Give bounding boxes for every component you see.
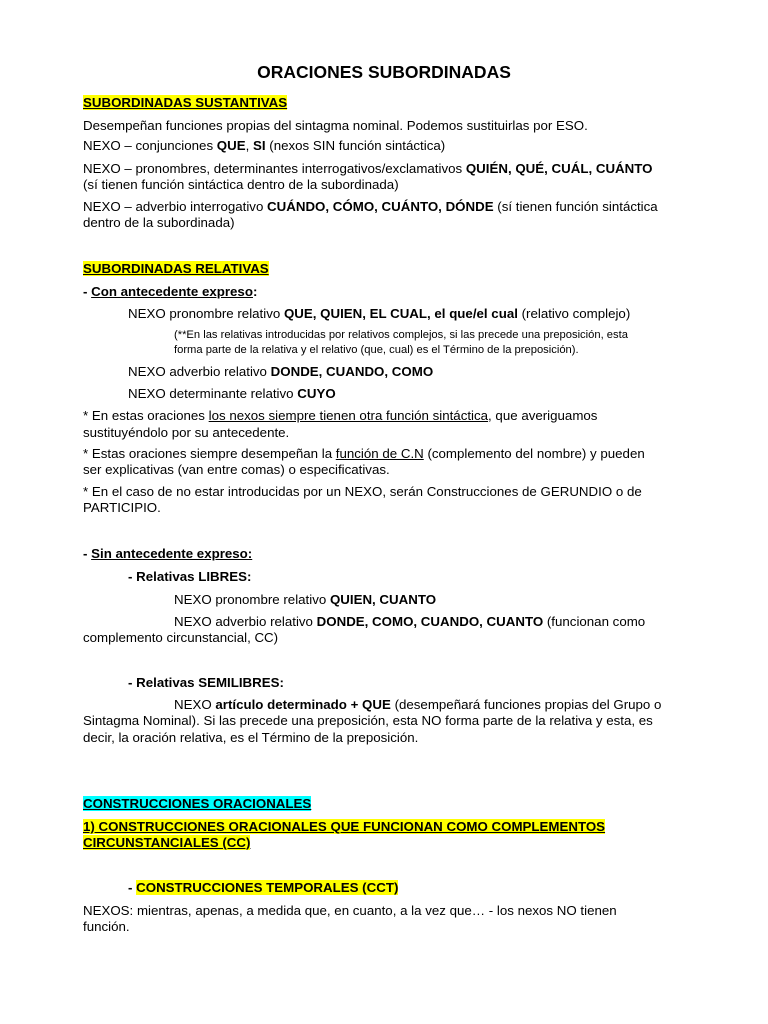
text-bold: SI	[253, 138, 266, 153]
relativas-note-line2: forma parte de la relativa y el relativo (que, cual) es el Término de la preposición).	[174, 344, 579, 356]
text: (complemento del nombre) y pueden	[423, 446, 645, 461]
text: * Estas oraciones siempre desempeñan la	[83, 446, 336, 461]
text: NEXO – pronombres, determinantes interrogativos/exclamativos	[83, 161, 466, 176]
text-bold: DONDE, CUANDO, COMO	[270, 364, 434, 379]
text: NEXO – conjunciones	[83, 138, 217, 153]
text-bold: DONDE, COMO, CUANDO, CUANTO	[316, 614, 544, 629]
text-bold: CUÁNDO, CÓMO, CUÁNTO, DÓNDE	[267, 199, 494, 214]
semilibres-nexo	[174, 697, 661, 713]
relativas-star-note-2	[83, 446, 645, 462]
text: NEXO adverbio relativo	[174, 614, 317, 629]
sustantivas-nexo-conjunciones	[83, 138, 445, 154]
text-underlined: los nexos siempre tienen otra función sintáctica	[208, 408, 489, 423]
sustantivas-desc: Desempeñan funciones propias del sintagma nominal. Podemos sustituirlas por ESO.	[83, 118, 588, 133]
heading-text: CONSTRUCCIONES ORACIONALES	[83, 796, 312, 811]
cct-nexos-cont: función.	[83, 919, 130, 934]
cct-nexos: NEXOS: mientras, apenas, a medida que, en cuanto, a la vez que… - los nexos NO tienen	[83, 903, 617, 918]
heading-text: 1) CONSTRUCCIONES ORACIONALES QUE FUNCIONAN COMO COMPLEMENTOS	[83, 819, 606, 834]
sustantivas-nexo-pronombres-cont: (sí tienen función sintáctica dentro de la subordinada)	[83, 177, 399, 192]
sustantivas-nexo-pronombres	[83, 161, 653, 177]
text: -	[83, 546, 92, 561]
construcciones-sub-heading	[83, 819, 605, 835]
sustantivas-nexo-adverbio-cont: dentro de la subordinada)	[83, 215, 235, 230]
libres-nexo-adverbio	[174, 614, 645, 630]
relativas-star-note-3: * En el caso de no estar introducidas por un NEXO, serán Construcciones de GERUNDIO o de	[83, 484, 642, 499]
semilibres-cont-1: Sintagma Nominal). Si las precede una preposición, esta NO forma parte de la relativa y esta, es	[83, 713, 653, 728]
relativas-sin-antecedente	[83, 546, 252, 562]
text-bold: artículo determinado + QUE	[215, 697, 391, 712]
relativas-star-note-2-cont: ser explicativas (van entre comas) o especificativas.	[83, 462, 390, 477]
text: NEXO determinante relativo	[128, 386, 298, 401]
construcciones-sub-heading-cont	[83, 835, 250, 851]
text-bold: QUE, QUIEN, EL CUAL, el que/el cual	[283, 306, 518, 321]
text-underlined: Con antecedente expreso	[91, 284, 253, 299]
text: ,	[245, 138, 253, 153]
page-title: ORACIONES SUBORDINADAS	[257, 62, 511, 82]
text: -	[128, 880, 137, 895]
heading-text: SUBORDINADAS SUSTANTIVAS	[83, 95, 288, 110]
text: -	[83, 284, 92, 299]
text-bold: CUYO	[297, 386, 336, 401]
relativas-nexo-determinante	[128, 386, 336, 402]
relativas-semilibres-heading: - Relativas SEMILIBRES:	[128, 675, 284, 690]
text: NEXO pronombre relativo	[128, 306, 284, 321]
text: :	[252, 284, 258, 299]
text-bold: QUIEN, CUANTO	[329, 592, 437, 607]
text: (desempeñará funciones propias del Grupo o	[390, 697, 662, 712]
text-bold: QUIÉN, QUÉ, CUÁL, CUÁNTO	[465, 161, 653, 176]
relativas-con-antecedente	[83, 284, 257, 300]
text: (relativo complejo)	[517, 306, 631, 321]
sustantivas-nexo-adverbio	[83, 199, 658, 215]
text-underlined: Sin antecedente expreso:	[91, 546, 253, 561]
heading-text: CONSTRUCCIONES TEMPORALES (CCT)	[136, 880, 399, 895]
libres-nexo-pronombre	[174, 592, 436, 608]
text: * En estas oraciones	[83, 408, 209, 423]
text: , que averiguamos	[488, 408, 598, 423]
heading-text: SUBORDINADAS RELATIVAS	[83, 261, 269, 276]
libres-nexo-adverbio-cont: complemento circunstancial, CC)	[83, 630, 279, 645]
text: (nexos SIN función sintáctica)	[265, 138, 446, 153]
relativas-star-note-3-cont: PARTICIPIO.	[83, 500, 161, 515]
text-bold: QUE	[216, 138, 246, 153]
section-heading-construcciones	[83, 796, 311, 812]
section-heading-sustantivas	[83, 95, 287, 111]
text: NEXO	[174, 697, 216, 712]
relativas-star-note-1	[83, 408, 597, 424]
text-underlined: función de C.N	[335, 446, 424, 461]
relativas-nexo-adverbio	[128, 364, 433, 380]
relativas-nexo-pronombre	[128, 306, 630, 322]
semilibres-cont-2: decir, la oración relativa, es el Término de la preposición.	[83, 730, 419, 745]
heading-text: CIRCUNSTANCIALES (CC)	[83, 835, 251, 850]
text: NEXO – adverbio interrogativo	[83, 199, 268, 214]
relativas-note-line1: (**En las relativas introducidas por relativos complejos, si las precede una preposición, esta	[174, 329, 628, 341]
text: NEXO adverbio relativo	[128, 364, 271, 379]
text: NEXO pronombre relativo	[174, 592, 330, 607]
cct-heading	[128, 880, 398, 896]
text: (funcionan como	[543, 614, 646, 629]
section-heading-relativas	[83, 261, 269, 277]
text: (sí tienen función sintáctica	[493, 199, 658, 214]
relativas-libres-heading: - Relativas LIBRES:	[128, 569, 252, 584]
relativas-star-note-1-cont: sustituyéndolo por su antecedente.	[83, 425, 290, 440]
